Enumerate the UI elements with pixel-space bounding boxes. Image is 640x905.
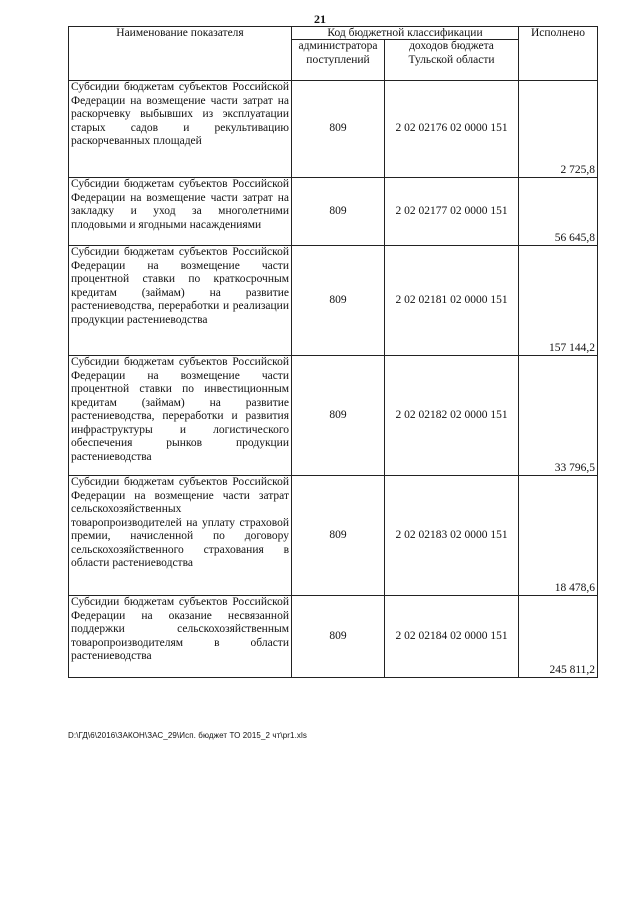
row-name-cell: Субсидии бюджетам субъектов Российской Федерации на возмещение части затрат сельскохозяйственных товаропроизводителей на уплату страховой премии, начисленной по договору сельскохозяйственного страхования в области растениеводства xyxy=(69,476,292,596)
row-admin-code: 809 xyxy=(292,246,385,356)
row-name-cell: Субсидии бюджетам субъектов Российской Федерации на оказание несвязанной поддержки сельскохозяйственным товаропроизводителям в области растениеводства xyxy=(69,596,292,678)
header-row-top xyxy=(69,27,598,40)
row-executed-value: 56 645,8 xyxy=(519,178,598,246)
header-name: Наименование показателя xyxy=(69,27,292,81)
row-admin-code: 809 xyxy=(292,178,385,246)
row-executed-value: 2 725,8 xyxy=(519,81,598,178)
row-name-cell: Субсидии бюджетам субъектов Российской Федерации на возмещение части затрат на закладку и уход за многолетними плодовыми и ягодными насаждениями xyxy=(69,178,292,246)
header-code-group: Код бюджетной классификации xyxy=(292,27,519,40)
table-row xyxy=(69,476,598,596)
row-executed-value: 33 796,5 xyxy=(519,356,598,476)
budget-table xyxy=(68,26,598,678)
table-row xyxy=(69,81,598,178)
row-executed-value: 245 811,2 xyxy=(519,596,598,678)
page-number: 21 xyxy=(314,12,326,26)
row-name-cell: Субсидии бюджетам субъектов Российской Федерации на возмещение части процентной ставки по краткосрочным кредитам (займам) на развитие растениеводства, переработки и реализации продукции растениеводства xyxy=(69,246,292,356)
header-executed: Исполнено xyxy=(519,27,598,81)
row-name-cell: Субсидии бюджетам субъектов Российской Федерации на возмещение части затрат на раскорчевку выбывших из эксплуатации старых садов и рекультивацию раскорчеванных площадей xyxy=(69,81,292,178)
row-admin-code: 809 xyxy=(292,476,385,596)
row-admin-code: 809 xyxy=(292,356,385,476)
row-income-code: 2 02 02183 02 0000 151 xyxy=(385,476,519,596)
table-row xyxy=(69,178,598,246)
header-income: доходов бюджета Тульской области xyxy=(385,40,519,81)
table-row xyxy=(69,246,598,356)
row-income-code: 2 02 02177 02 0000 151 xyxy=(385,178,519,246)
row-income-code: 2 02 02176 02 0000 151 xyxy=(385,81,519,178)
row-admin-code: 809 xyxy=(292,596,385,678)
row-admin-code: 809 xyxy=(292,81,385,178)
row-income-code: 2 02 02181 02 0000 151 xyxy=(385,246,519,356)
row-income-code: 2 02 02184 02 0000 151 xyxy=(385,596,519,678)
row-income-code: 2 02 02182 02 0000 151 xyxy=(385,356,519,476)
row-executed-value: 18 478,6 xyxy=(519,476,598,596)
row-name-cell: Субсидии бюджетам субъектов Российской Федерации на возмещение части процентной ставки по инвестиционным кредитам (займам) на развитие растениеводства, переработки и развития инфраструктуры и логистического обеспечения рынков продукции растениеводства xyxy=(69,356,292,476)
header-admin: администратора поступлений xyxy=(292,40,385,81)
row-executed-value: 157 144,2 xyxy=(519,246,598,356)
table-body xyxy=(69,81,598,678)
table-row xyxy=(69,356,598,476)
file-path-footer: D:\ГД\6\2016\ЗАКОН\ЗАС_29\Исп. бюджет ТО 2015_2 чт\pr1.xls xyxy=(68,731,307,740)
table-row xyxy=(69,596,598,678)
